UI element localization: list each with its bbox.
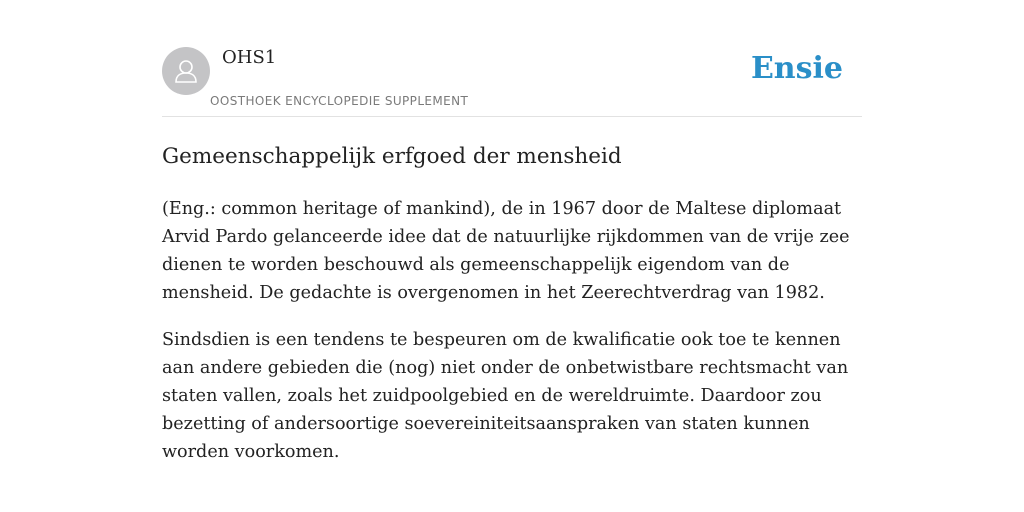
brand-logo[interactable]: Ensie: [750, 51, 843, 86]
article-paragraph: Sindsdien is een tendens te bespeuren om de kwalificatie ook toe te kennen aan andere gebieden die (nog) niet onder de onbetwistbare rechtsmacht van staten vallen, zoals het zuidpoolgebied en de wereldruimte. Daardoor zou bezetting of andersoortige soevereiniteitsaanspraken van staten kunnen worden voorkomen.: [162, 330, 849, 462]
article-card: [162, 0, 862, 466]
article-header: [162, 0, 862, 117]
user-icon: [172, 57, 200, 85]
avatar[interactable]: [162, 47, 210, 95]
article-paragraph: (Eng.: common heritage of mankind), de in 1967 door de Maltese diplomaat Arvid Pardo gelanceerde idee dat de natuurlijke rijkdommen van de vrije zee dienen te worden beschouwd als gemeenschappelijk eigendom van de mensheid. De gedachte is overgenomen in het Zeerechtverdrag van 1982.: [162, 199, 850, 303]
author-name[interactable]: OHS1: [222, 47, 277, 68]
source-label[interactable]: OOSTHOEK ENCYCLOPEDIE SUPPLEMENT: [210, 94, 469, 108]
article-title: Gemeenschappelijk erfgoed der mensheid: [162, 144, 622, 169]
